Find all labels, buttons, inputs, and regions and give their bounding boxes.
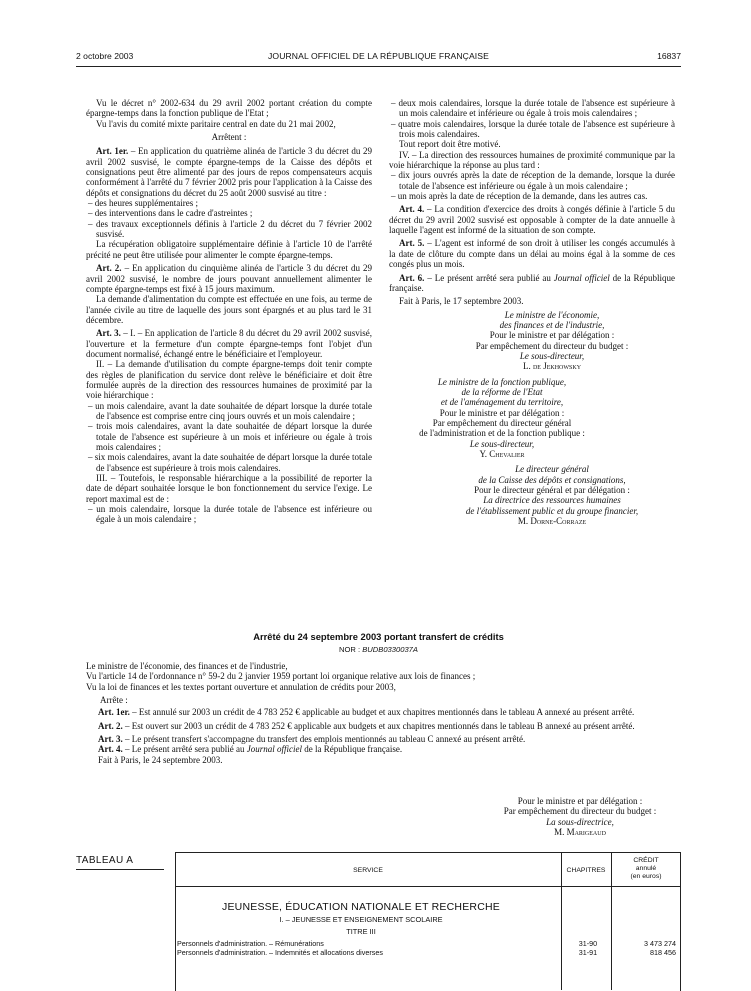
signature-block-fonction-publique: [389, 377, 675, 460]
delegation-line: Pour le ministre et par délégation :: [489, 330, 615, 341]
list-item: – deux mois calendaires, lorsque la durée totale de l'absence est supérieure à un mois calendaire et inférieure ou égale à trois mois calendaires ;: [391, 98, 675, 119]
article-label: Art. 4.: [399, 204, 425, 215]
signatory-title: de la réforme de l'Etat: [461, 386, 543, 397]
list-item: – dix jours ouvrés après la date de réception de la demande, lorsque la durée totale de l'absence est inférieure ou égale à un mois calendaire ;: [391, 170, 675, 191]
article-text: – Le présent arrêté sera publié au: [122, 744, 247, 755]
left-column: [86, 98, 372, 525]
signature-block-finance: [389, 310, 675, 372]
delegation-line: Par empêchement du directeur du budget :: [503, 806, 657, 817]
arrete-heading: Arrêtent :: [211, 132, 247, 143]
signature-block-budget: [440, 796, 720, 837]
delegation-line: Pour le ministre et par délégation :: [517, 796, 643, 806]
article-text: – En application du cinquième alinéa de l'article 3 du décret du 29 avril 2002 susvisé, le nombre de jours pouvant annuellement alimenter le compte épargne-temps est fixé à 15 jours maximum.: [86, 263, 372, 294]
article-text: – La condition d'exercice des droits à congés définie à l'article 5 du décret du 29 avril 2002 susvisé est opposable à compter de la date annuelle à laquelle l'agent est informé de la situation de son compte.: [389, 204, 676, 236]
article-6: [389, 273, 675, 294]
article-text: – Le présent arrêté sera publié au: [424, 272, 554, 283]
page-header: [76, 51, 681, 65]
article-1: [86, 146, 372, 198]
signatory-name: M. Marigeaud: [554, 827, 606, 838]
article-2: [86, 721, 678, 731]
list-item: – six mois calendaires, avant la date souhaitée de départ lorsque la durée totale de l'absence est supérieure à trois mois calendaires.: [88, 452, 372, 473]
section-title: JEUNESSE, ÉDUCATION NATIONALE ET RECHERCHE: [222, 901, 500, 913]
row-label: Personnels d'administration. – Indemnités et allocations diverses: [177, 948, 383, 957]
article-label: Art. 1er.: [96, 146, 129, 157]
signatory-role: La directrice des ressources humaines: [483, 495, 621, 506]
paragraph: Le ministre de l'économie, des finances et de l'industrie,: [86, 661, 288, 671]
header-credit-line: CRÉDIT: [633, 857, 659, 864]
paragraph: Vu la loi de finances et les textes portant ouverture et annulation de crédits pour 2003,: [86, 681, 396, 692]
credit-table: [175, 852, 681, 972]
table-row: [177, 948, 677, 957]
header-credit-line: (en euros): [630, 873, 662, 880]
article-label: Art. 1er.: [98, 707, 130, 718]
article-text: – Est annulé sur 2003 un crédit de 4 783 252 € applicable au budget et aux chapitres mentionnés dans le tableau A annexé au présent arrêté.: [129, 707, 635, 718]
signatory-name: M. Dorne-Corraze: [517, 516, 587, 527]
signatory-title: des finances et de l'industrie,: [499, 319, 605, 330]
article-text: – Est ouvert sur 2003 un crédit de 4 783 252 € applicable aux budgets et aux chapitres mentionnés dans le tableau B annexé au présent arrêté.: [122, 720, 635, 731]
header-page-number: 16837: [657, 51, 681, 61]
article-text: – Le présent transfert s'accompagne du transfert des emplois mentionnés au tableau C annexé au présent arrêté.: [122, 734, 526, 745]
nor-code: BUDB0330037A: [362, 645, 418, 654]
article-label: Art. 2.: [96, 263, 122, 274]
list-item: – des heures supplémentaires ;: [88, 198, 198, 209]
paragraph: Vu l'article 14 de l'ordonnance n° 59-2 du 2 janvier 1959 portant loi organique relative aux lois de finances ;: [86, 671, 476, 682]
list-item: – un mois calendaire, avant la date souhaitée de départ lorsque la durée totale de l'absence est comprise entre cinq jours ouvrés et un mois calendaire ;: [88, 400, 372, 421]
row-chapitre: 31-90: [578, 939, 598, 948]
article-text: – I. – En application de l'article 8 du décret du 29 avril 2002 susvisé, l'ouverture et la fermeture d'un compte épargne-temps font l'objet d'un document normalisé, échangé entre le bénéficiaire et l'employeur.: [86, 328, 372, 359]
signatory-title: de la Caisse des dépôts et consignations,: [478, 474, 626, 485]
signature-date: Fait à Paris, le 24 septembre 2003.: [98, 754, 223, 765]
subsection-title: I. – JEUNESSE ET ENSEIGNEMENT SCOLAIRE: [279, 915, 443, 924]
list-item: – trois mois calendaires, avant la date souhaitée de départ lorsque la durée totale de l'absence est supérieure à un mois et inférieure ou égale à trois mois calendaires ;: [88, 421, 372, 452]
article-3: [86, 328, 372, 359]
paragraph: III. – Toutefois, le responsable hiérarchique a la possibilité de reporter la date de départ souhaitée lorsque le bon fonctionnement du service l'exige. Le report maximal est de :: [86, 473, 372, 504]
article-text: – L'agent est informé de son droit à utiliser les congés accumulés à la date de clôture du compte dans un délai au moins égal à la somme de ces congés plus un mois.: [389, 238, 675, 270]
article-2: [86, 263, 372, 294]
article-text: de la République française.: [389, 272, 675, 293]
signatory-title: Le ministre de l'économie,: [504, 309, 600, 320]
article-label: Art. 2.: [98, 720, 123, 731]
article-text: – En application du quatrième alinéa de l'article 3 du décret du 29 avril 2002 susvisé, le compte épargne-temps de la Caisse des dépôts et consignations peut être alimenté par des jours de repos compensateurs acquis conformément à l'arrêté du 7 février 2002 pris pour l'application à la Caisse des dépôts et consignations du décret du 25 août 2000 susvisé au titre :: [86, 146, 373, 198]
article-label: Art. 5.: [399, 238, 425, 249]
delegation-line: Par empêchement du directeur général: [432, 417, 572, 428]
list-item: – des interventions dans le cadre d'astreintes ;: [88, 208, 253, 219]
arrete-body: [86, 661, 678, 765]
signature-block-caisse: [389, 464, 675, 526]
paragraph: Vu l'avis du comité mixte paritaire central en date du 21 mai 2002,: [96, 118, 336, 129]
row-label: Personnels d'administration. – Rémunérations: [177, 939, 324, 948]
table-row: [177, 939, 677, 948]
table-label-rule: [76, 869, 164, 870]
delegation-line: de l'administration et de la fonction publique :: [419, 428, 585, 439]
signatory-role: de l'établissement public et du groupe financier,: [465, 505, 639, 516]
paragraph: La récupération obligatoire supplémentaire définie à l'article 10 de l'arrêté précité ne peut être utilisée pour alimenter le compte épargne-temps.: [86, 239, 372, 260]
signature-date: Fait à Paris, le 17 septembre 2003.: [399, 296, 524, 307]
row-chapitre: 31-91: [578, 948, 598, 957]
article-text: de la République française.: [301, 744, 403, 755]
list-item: – des travaux exceptionnels définis à l'article 2 du décret du 7 février 2002 susvisé.: [88, 218, 372, 240]
journal-name: Journal officiel: [553, 272, 610, 283]
article-label: Art. 4.: [98, 744, 123, 755]
article-1: [86, 707, 678, 717]
paragraph: II. – La demande d'utilisation du compte épargne-temps doit tenir compte des règles de planification du service dont relève le bénéficiaire et doit être formulée auprès de la direction des ressources humaines de proximité par la voie hiérarchique :: [86, 359, 372, 401]
delegation-line: Pour le directeur général et par délégation :: [474, 485, 630, 496]
delegation-line: Pour le ministre et par délégation :: [439, 407, 565, 418]
header-chapitres: CHAPITRES: [566, 867, 606, 874]
list-item: – un mois après la date de réception de la demande, dans les autres cas.: [391, 191, 648, 202]
paragraph: Vu le décret n° 2002-634 du 29 avril 2002 portant création du compte épargne-temps dans la fonction publique de l'Etat ;: [86, 98, 372, 119]
list-item: – quatre mois calendaires, lorsque la durée totale de l'absence est supérieure à trois mois calendaires.: [391, 118, 675, 140]
header-rule: [76, 66, 681, 67]
nor-line: [76, 645, 681, 654]
right-column: [389, 98, 675, 526]
header-credit: [611, 857, 681, 881]
article-label: Art. 3.: [96, 328, 121, 339]
arrete-title: Arrêté du 24 septembre 2003 portant transfert de crédits: [253, 631, 504, 642]
article-4: [86, 744, 678, 754]
titre-heading: TITRE III: [346, 927, 376, 936]
signatory-title: Le ministre de la fonction publique,: [437, 376, 567, 387]
signatory-title: et de l'aménagement du territoire,: [440, 397, 564, 408]
signatory-name: L. de Jekhowsky: [522, 361, 582, 372]
paragraph: La demande d'alimentation du compte est effectuée en une fois, au terme de l'année civile au titre de laquelle des jours sont épargnés et au plus tard le 31 décembre.: [86, 294, 372, 325]
article-5: [389, 238, 675, 269]
header-divider: [175, 886, 681, 887]
nor-label: NOR :: [339, 645, 363, 654]
article-3: [86, 734, 678, 744]
paragraph: IV. – La direction des ressources humaines de proximité communique par la voie hiérarchique la réponse au plus tard :: [389, 149, 675, 171]
delegation-line: Par empêchement du directeur du budget :: [475, 340, 629, 351]
signatory-name: Y. Chevalier: [479, 449, 525, 459]
header-journal-title: JOURNAL OFFICIEL DE LA RÉPUBLIQUE FRANÇAISE: [268, 51, 489, 61]
header-service: SERVICE: [353, 867, 383, 874]
signatory-role: Le sous-directeur,: [469, 438, 535, 449]
article-label: Art. 3.: [98, 734, 123, 745]
signatory-role: La sous-directrice,: [546, 816, 614, 827]
article-4: [389, 204, 675, 235]
article-label: Art. 6.: [399, 272, 425, 283]
arrete-heading: Arrête :: [100, 695, 128, 706]
row-credit: 3 473 274: [644, 939, 676, 948]
signatory-title: Le directeur général: [515, 464, 589, 475]
list-item: – un mois calendaire, lorsque la durée totale de l'absence est inférieure ou égale à un mois calendaire ;: [88, 504, 372, 525]
table-label: TABLEAU A: [76, 855, 134, 866]
row-credit: 818 456: [650, 948, 676, 957]
signatory-role: Le sous-directeur,: [519, 350, 585, 361]
journal-name: Journal officiel: [246, 744, 302, 755]
header-credit-line: annulé: [635, 865, 657, 872]
header-date: 2 octobre 2003: [76, 51, 134, 61]
paragraph: Tout report doit être motivé.: [399, 139, 501, 150]
